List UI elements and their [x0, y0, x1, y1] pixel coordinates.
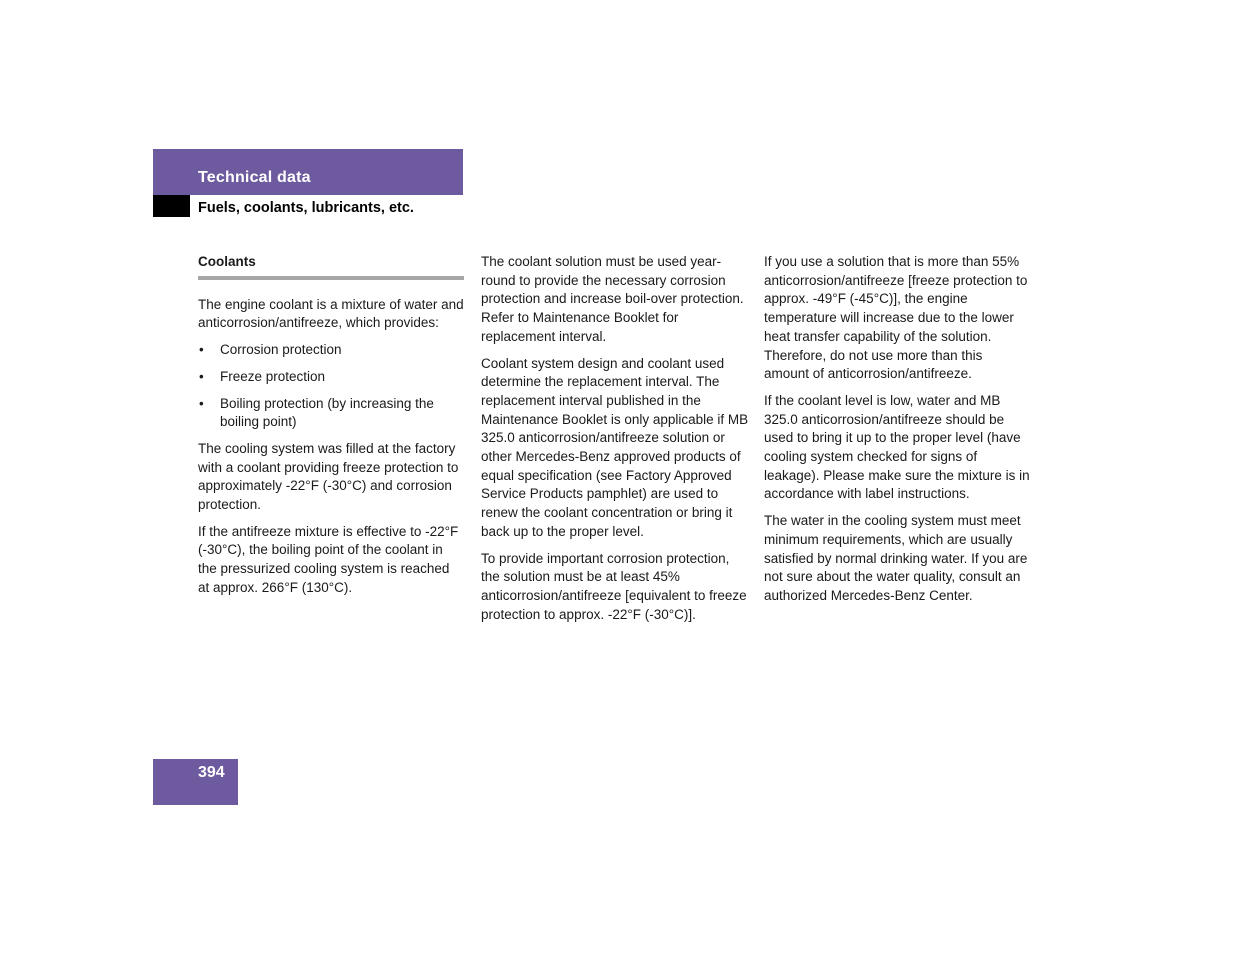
column-1 — [198, 253, 464, 606]
paragraph: The cooling system was filled at the factory with a coolant providing freeze protection to approximately -22°F (-30°C) and corrosion protection. — [198, 440, 459, 513]
coolants-heading: Coolants — [198, 253, 464, 280]
subsection-title: Fuels, coolants, lubricants, etc. — [198, 200, 414, 216]
paragraph: The coolant solution must be used year-round to provide the necessary corrosion protection and increase boil-over protection. Refer to Maintenance Booklet for replacement interval. — [481, 254, 744, 344]
paragraph: The engine coolant is a mixture of water and anticorrosion/antifreeze, which provides: — [198, 296, 464, 331]
list-item: • Boiling protection (by increasing the boiling point) — [198, 395, 464, 432]
paragraph: The water in the cooling system must meet minimum requirements, which are usually satisfied by normal drinking water. If you are not sure about the water quality, consult an authorized Mercedes-Benz Center. — [764, 513, 1028, 603]
list-item: • Corrosion protection — [198, 341, 464, 360]
column-2 — [481, 253, 749, 632]
section-tab-marker — [153, 195, 190, 217]
paragraph: Coolant system design and coolant used determine the replacement interval. The replacement interval published in the Maintenance Booklet is only applicable if MB 325.0 anticorrosion/antifreeze solution or other Mercedes-Benz approved products of equal specification (see Factory Approved Service Products pamphlet) are used to renew the coolant concentration or bring it back up to the proper level. — [481, 355, 749, 539]
column-3 — [764, 253, 1030, 614]
page-number: 394 — [198, 764, 225, 781]
paragraph: If the antifreeze mixture is effective to -22°F (-30°C), the boiling point of the coolant in the pressurized cooling system is reached at approx. 266°F (130°C). — [198, 523, 459, 595]
list-item: • Freeze protection — [198, 368, 464, 387]
page-number-box — [153, 759, 238, 805]
paragraph: To provide important corrosion protection, the solution must be at least 45% anticorrosion/antifreeze [equivalent to freeze protection to approx. -22°F (-30°C)]. — [481, 550, 747, 622]
paragraph: If you use a solution that is more than 55% anticorrosion/antifreeze [freeze protection to approx. -49°F (-45°C)], the engine temperature will increase due to the lower heat transfer capability of the solution. Therefore, do not use more than this amount of anticorrosion/antifreeze. — [764, 254, 1028, 382]
section-title: Technical data — [198, 169, 311, 186]
bullet-list — [198, 341, 464, 432]
paragraph: If the coolant level is low, water and MB 325.0 anticorrosion/antifreeze should be used to bring it up to the proper level (have cooling system checked for signs of leakage). Please make sure the mixture is in accordance with label instructions. — [764, 392, 1030, 502]
